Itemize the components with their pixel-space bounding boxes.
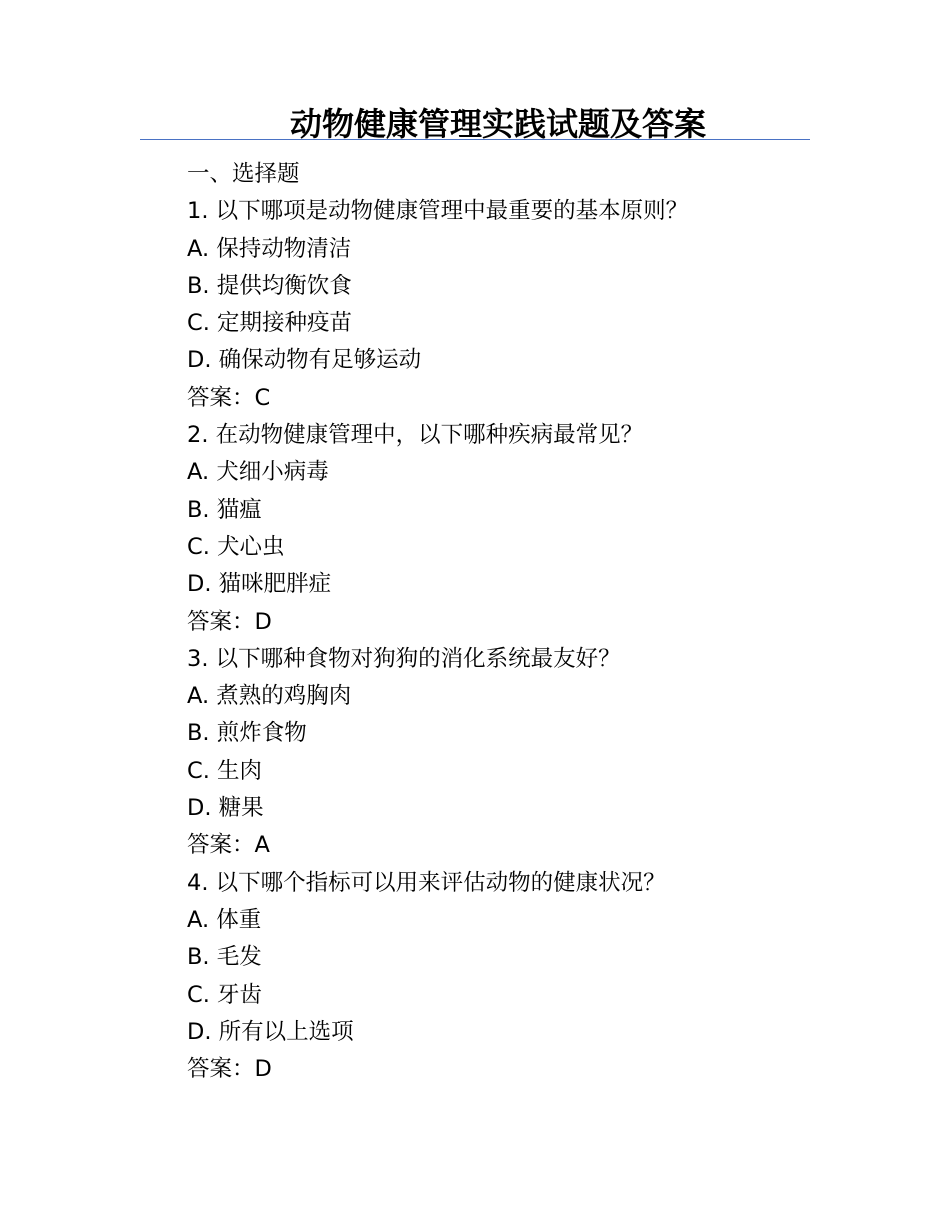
option-d: D. 确保动物有足够运动 [187,347,422,374]
question-text: 3. 以下哪种食物对狗狗的消化系统最友好？ [187,645,621,672]
option-d: D. 所有以上选项 [187,1018,354,1045]
question-block-4 [187,865,827,1089]
question-block-1 [187,193,827,417]
question-text: 2. 在动物健康管理中，以下哪种疾病最常见？ [187,422,644,449]
option-c: C. 犬心虫 [187,533,285,560]
option-c: C. 牙齿 [187,981,263,1008]
option-a: A. 保持动物清洁 [187,235,352,262]
option-b: B. 毛发 [187,944,262,971]
question-block-2 [187,417,827,641]
section-heading: 一、选择题 [187,161,300,187]
question-text: 1. 以下哪项是动物健康管理中最重要的基本原则？ [187,198,689,225]
option-b: B. 提供均衡饮食 [187,272,352,299]
answer-text: 答案：A [187,832,270,859]
title-underline [140,139,810,140]
option-d: D. 糖果 [187,795,264,822]
option-c: C. 定期接种疫苗 [187,310,353,337]
option-c: C. 生肉 [187,757,263,784]
document-body [187,156,827,1088]
answer-text: 答案：C [187,384,271,411]
option-a: A. 体重 [187,906,262,933]
option-a: A. 犬细小病毒 [187,459,329,486]
question-text: 4. 以下哪个指标可以用来评估动物的健康状况？ [187,869,666,896]
option-d: D. 猫咪肥胖症 [187,571,332,598]
document-title: 动物健康管理实践试题及答案 [289,105,706,143]
option-b: B. 煎炸食物 [187,720,307,747]
question-block-3 [187,641,827,865]
answer-text: 答案：D [187,1056,272,1083]
answer-text: 答案：D [187,608,272,635]
option-b: B. 猫瘟 [187,496,262,523]
option-a: A. 煮熟的鸡胸肉 [187,683,352,710]
